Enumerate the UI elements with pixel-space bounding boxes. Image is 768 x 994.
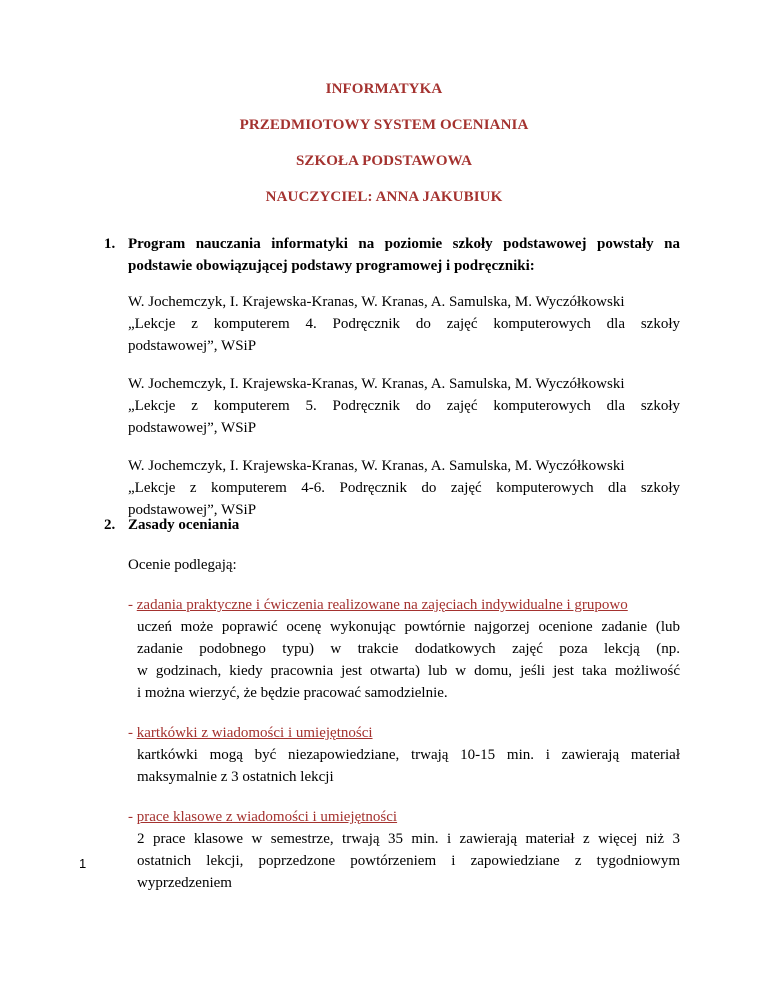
grading-item-tests-title xyxy=(128,806,680,828)
grading-item-practical xyxy=(128,594,680,704)
body-line: kartkówki mogą być niezapowiedziane, trwają 10-15 min. i zawierają materiał xyxy=(137,747,680,763)
system-heading: PRZEDMIOTOWY SYSTEM OCENIANIA xyxy=(239,117,529,133)
book-entry-2 xyxy=(128,373,680,439)
body-line: uczeń może poprawić ocenę wykonując powtórnie najgorzej ocenione zadanie (lub xyxy=(137,619,680,635)
grading-item-tests xyxy=(128,806,680,894)
section-1-number: 1. xyxy=(104,236,116,252)
list-dash: - xyxy=(128,725,137,741)
list-dash: - xyxy=(128,597,137,613)
body-line: i można wierzyć, że będzie pracować samodzielnie. xyxy=(137,685,448,701)
section-2-title xyxy=(104,514,680,536)
book-entry-3 xyxy=(128,455,680,521)
body-line: zadanie podobnego typu) w trakcie dodatkowych zajęć poza lekcją (np. xyxy=(137,641,680,657)
grading-item-practical-title xyxy=(128,594,680,616)
section-1-title xyxy=(104,233,680,277)
page-number: 1 xyxy=(79,856,87,871)
list-dash: - xyxy=(128,809,137,825)
grading-item-quizzes-body xyxy=(137,744,680,788)
grading-item-tests-body xyxy=(137,828,680,894)
section-1 xyxy=(104,233,680,521)
book-3-title: „Lekcje z komputerem 4-6. Podręcznik do zajęć komputerowych dla szkoły xyxy=(128,480,680,496)
section-2 xyxy=(104,514,680,894)
section-2-title-text: Zasady oceniania xyxy=(128,517,240,533)
book-2-publisher: podstawowej”, WSiP xyxy=(128,420,257,436)
book-1-publisher: podstawowej”, WSiP xyxy=(128,338,257,354)
book-1-title: „Lekcje z komputerem 4. Podręcznik do zajęć komputerowych dla szkoły xyxy=(128,316,680,332)
book-3-authors: W. Jochemczyk, I. Krajewska-Kranas, W. Kranas, A. Samulska, M. Wyczółkowski xyxy=(128,458,625,474)
book-2-authors: W. Jochemczyk, I. Krajewska-Kranas, W. Kranas, A. Samulska, M. Wyczółkowski xyxy=(128,376,625,392)
header-block xyxy=(0,80,768,224)
subject-heading: INFORMATYKA xyxy=(325,81,443,97)
section-1-title-line-2: podstawie obowiązującej podstawy programowej i podręczniki: xyxy=(128,258,535,274)
school-heading: SZKOŁA PODSTAWOWA xyxy=(295,153,473,169)
book-3-publisher: podstawowej”, WSiP xyxy=(128,502,257,518)
section-1-title-line-1: Program nauczania informatyki na poziomie szkoły podstawowej powstały na xyxy=(128,236,680,252)
body-line: w godzinach, kiedy pracownia jest otwarta) lub w domu, jeśli jest taka możliwość xyxy=(137,663,680,679)
teacher-heading: NAUCZYCIEL: ANNA JAKUBIUK xyxy=(265,189,503,205)
book-entry-1 xyxy=(128,291,680,357)
grading-intro: Ocenie podlegają: xyxy=(128,557,237,573)
book-2-title: „Lekcje z komputerem 5. Podręcznik do zajęć komputerowych dla szkoły xyxy=(128,398,680,414)
practical-tasks-link[interactable]: zadania praktyczne i ćwiczenia realizowane na zajęciach indywidualne i grupowo xyxy=(136,597,628,613)
quizzes-link[interactable]: kartkówki z wiadomości i umiejętności xyxy=(136,725,373,741)
body-line: ostatnich lekcji, poprzedzone powtórzeniem i zapowiedziane z tygodniowym xyxy=(137,853,680,869)
section-2-number: 2. xyxy=(104,517,116,533)
body-line: maksymalnie z 3 ostatnich lekcji xyxy=(137,769,334,785)
class-tests-link[interactable]: prace klasowe z wiadomości i umiejętności xyxy=(136,809,398,825)
grading-item-quizzes-title xyxy=(128,722,680,744)
body-line: wyprzedzeniem xyxy=(137,875,232,891)
body-line: 2 prace klasowe w semestrze, trwają 35 min. i zawierają materiał z więcej niż 3 xyxy=(137,831,680,847)
book-1-authors: W. Jochemczyk, I. Krajewska-Kranas, W. Kranas, A. Samulska, M. Wyczółkowski xyxy=(128,294,625,310)
grading-item-quizzes xyxy=(128,722,680,788)
grading-item-practical-body xyxy=(137,616,680,704)
